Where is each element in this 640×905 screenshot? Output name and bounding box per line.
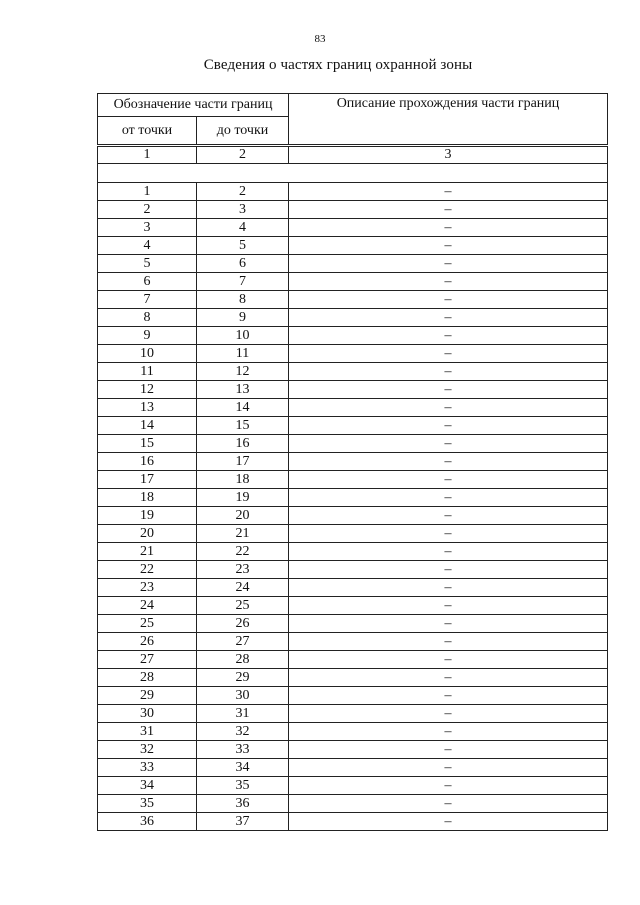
- to-point-cell: 19: [197, 489, 289, 507]
- from-point-cell: 10: [98, 345, 197, 363]
- to-point-cell: 21: [197, 525, 289, 543]
- boundary-parts-table: [97, 146, 608, 831]
- description-cell: –: [289, 795, 608, 813]
- description-cell: –: [289, 759, 608, 777]
- to-point-cell: 16: [197, 435, 289, 453]
- description-cell: –: [289, 687, 608, 705]
- to-point-cell: 20: [197, 507, 289, 525]
- description-cell: –: [289, 525, 608, 543]
- table-row: [98, 417, 608, 435]
- description-cell: –: [289, 471, 608, 489]
- from-point-cell: 18: [98, 489, 197, 507]
- to-point-cell: 23: [197, 561, 289, 579]
- table-row: [98, 777, 608, 795]
- from-point-cell: 11: [98, 363, 197, 381]
- description-cell: –: [289, 291, 608, 309]
- to-point-cell: 34: [197, 759, 289, 777]
- table-row: [98, 291, 608, 309]
- description-cell: –: [289, 489, 608, 507]
- to-point-cell: 35: [197, 777, 289, 795]
- from-point-cell: 2: [98, 201, 197, 219]
- table-row: [98, 795, 608, 813]
- column-number: 3: [289, 147, 608, 164]
- from-point-cell: 14: [98, 417, 197, 435]
- table-row: [98, 381, 608, 399]
- to-point-cell: 10: [197, 327, 289, 345]
- description-cell: –: [289, 183, 608, 201]
- to-point-cell: 7: [197, 273, 289, 291]
- description-cell: –: [289, 399, 608, 417]
- to-point-cell: 9: [197, 309, 289, 327]
- from-point-cell: 23: [98, 579, 197, 597]
- to-point-cell: 12: [197, 363, 289, 381]
- table-row: [98, 723, 608, 741]
- to-point-cell: 26: [197, 615, 289, 633]
- description-cell: –: [289, 453, 608, 471]
- description-cell: –: [289, 201, 608, 219]
- description-cell: –: [289, 669, 608, 687]
- to-point-cell: 13: [197, 381, 289, 399]
- table-row: [98, 633, 608, 651]
- description-cell: –: [289, 381, 608, 399]
- to-point-cell: 33: [197, 741, 289, 759]
- blank-row: [98, 164, 608, 183]
- column-number: 1: [98, 147, 197, 164]
- description-cell: –: [289, 435, 608, 453]
- from-point-cell: 4: [98, 237, 197, 255]
- description-cell: –: [289, 309, 608, 327]
- to-point-cell: 2: [197, 183, 289, 201]
- from-point-cell: 31: [98, 723, 197, 741]
- description-cell: –: [289, 219, 608, 237]
- table-row: [98, 705, 608, 723]
- to-point-cell: 8: [197, 291, 289, 309]
- from-point-cell: 35: [98, 795, 197, 813]
- to-point-cell: 36: [197, 795, 289, 813]
- description-cell: –: [289, 345, 608, 363]
- from-point-cell: 28: [98, 669, 197, 687]
- description-cell: –: [289, 777, 608, 795]
- table-row: [98, 651, 608, 669]
- table-row: [98, 327, 608, 345]
- from-point-cell: 22: [98, 561, 197, 579]
- table-row: [98, 363, 608, 381]
- from-point-cell: 24: [98, 597, 197, 615]
- description-cell: –: [289, 561, 608, 579]
- table-row: [98, 741, 608, 759]
- table-row: [98, 453, 608, 471]
- table-row: [98, 399, 608, 417]
- description-cell: –: [289, 363, 608, 381]
- table-row: [98, 255, 608, 273]
- description-cell: –: [289, 579, 608, 597]
- description-cell: –: [289, 651, 608, 669]
- table-row: [98, 579, 608, 597]
- to-point-cell: 29: [197, 669, 289, 687]
- document-title: Сведения о частях границ охранной зоны: [203, 57, 473, 73]
- to-point-cell: 3: [197, 201, 289, 219]
- from-point-cell: 6: [98, 273, 197, 291]
- column-number: 2: [197, 147, 289, 164]
- table-row: [98, 489, 608, 507]
- from-point-cell: 34: [98, 777, 197, 795]
- to-point-cell: 27: [197, 633, 289, 651]
- description-cell: –: [289, 723, 608, 741]
- to-point-cell: 28: [197, 651, 289, 669]
- table-row: [98, 345, 608, 363]
- from-point-cell: 33: [98, 759, 197, 777]
- from-point-cell: 32: [98, 741, 197, 759]
- from-point-cell: 13: [98, 399, 197, 417]
- description-cell: –: [289, 417, 608, 435]
- table-row: [98, 669, 608, 687]
- table-row: [98, 543, 608, 561]
- from-point-cell: 12: [98, 381, 197, 399]
- from-point-cell: 9: [98, 327, 197, 345]
- table-row: [98, 183, 608, 201]
- from-point-cell: 19: [98, 507, 197, 525]
- to-point-cell: 31: [197, 705, 289, 723]
- to-point-cell: 32: [197, 723, 289, 741]
- blank-cell: [98, 164, 608, 183]
- table-row: [98, 507, 608, 525]
- to-point-cell: 18: [197, 471, 289, 489]
- description-cell: –: [289, 597, 608, 615]
- from-point-cell: 3: [98, 219, 197, 237]
- from-point-cell: 1: [98, 183, 197, 201]
- description-cell: –: [289, 741, 608, 759]
- from-point-cell: 16: [98, 453, 197, 471]
- table-row: [98, 561, 608, 579]
- from-point-cell: 27: [98, 651, 197, 669]
- table-row: [98, 471, 608, 489]
- from-point-cell: 36: [98, 813, 197, 831]
- table-row: [98, 759, 608, 777]
- to-point-cell: 37: [197, 813, 289, 831]
- description-cell: –: [289, 615, 608, 633]
- from-point-cell: 20: [98, 525, 197, 543]
- to-point-cell: 14: [197, 399, 289, 417]
- to-point-cell: 4: [197, 219, 289, 237]
- description-cell: –: [289, 237, 608, 255]
- table-row: [98, 273, 608, 291]
- table-row: [98, 435, 608, 453]
- from-point-cell: 8: [98, 309, 197, 327]
- from-point-cell: 29: [98, 687, 197, 705]
- from-point-cell: 26: [98, 633, 197, 651]
- description-cell: –: [289, 705, 608, 723]
- from-point-cell: 15: [98, 435, 197, 453]
- description-cell: –: [289, 633, 608, 651]
- table-row: [98, 687, 608, 705]
- header-table: [97, 93, 608, 145]
- header-description-label: Описание прохождения части границ: [289, 94, 608, 145]
- to-point-cell: 24: [197, 579, 289, 597]
- to-point-cell: 6: [197, 255, 289, 273]
- header-to-label: до точки: [197, 117, 289, 145]
- table-body: [98, 147, 608, 831]
- table-row: [98, 615, 608, 633]
- column-number-row: [98, 147, 608, 164]
- to-point-cell: 11: [197, 345, 289, 363]
- page-number: 83: [314, 33, 326, 45]
- to-point-cell: 22: [197, 543, 289, 561]
- description-cell: –: [289, 507, 608, 525]
- to-point-cell: 30: [197, 687, 289, 705]
- table-row: [98, 597, 608, 615]
- from-point-cell: 5: [98, 255, 197, 273]
- description-cell: –: [289, 543, 608, 561]
- header-group-label: Обозначение части границ: [98, 94, 289, 117]
- table-row: [98, 813, 608, 831]
- description-cell: –: [289, 813, 608, 831]
- to-point-cell: 17: [197, 453, 289, 471]
- table-row: [98, 237, 608, 255]
- from-point-cell: 17: [98, 471, 197, 489]
- to-point-cell: 25: [197, 597, 289, 615]
- header-from-label: от точки: [98, 117, 197, 145]
- table-row: [98, 219, 608, 237]
- from-point-cell: 30: [98, 705, 197, 723]
- description-cell: –: [289, 327, 608, 345]
- table-row: [98, 201, 608, 219]
- table-row: [98, 525, 608, 543]
- description-cell: –: [289, 273, 608, 291]
- to-point-cell: 15: [197, 417, 289, 435]
- description-cell: –: [289, 255, 608, 273]
- table-row: [98, 309, 608, 327]
- from-point-cell: 25: [98, 615, 197, 633]
- to-point-cell: 5: [197, 237, 289, 255]
- from-point-cell: 21: [98, 543, 197, 561]
- from-point-cell: 7: [98, 291, 197, 309]
